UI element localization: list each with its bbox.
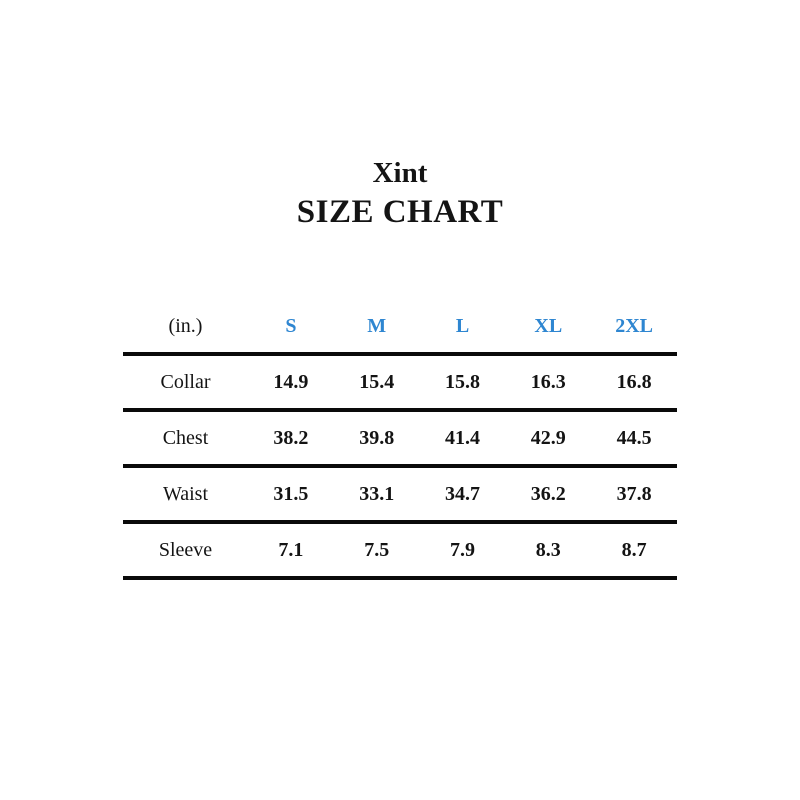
row-label-waist: Waist xyxy=(123,466,248,522)
cell-value: 7.1 xyxy=(248,522,334,578)
cell-value: 34.7 xyxy=(420,466,506,522)
cell-value: 36.2 xyxy=(505,466,591,522)
column-header-xl: XL xyxy=(505,300,591,354)
cell-value: 39.8 xyxy=(334,410,420,466)
table-header-row xyxy=(123,300,677,354)
cell-value: 8.7 xyxy=(591,522,677,578)
cell-value: 15.8 xyxy=(420,354,506,410)
row-label-chest: Chest xyxy=(123,410,248,466)
row-label-sleeve: Sleeve xyxy=(123,522,248,578)
table-row-chest xyxy=(123,410,677,466)
title-block xyxy=(0,0,800,232)
column-header-l: L xyxy=(420,300,506,354)
cell-value: 41.4 xyxy=(420,410,506,466)
row-label-collar: Collar xyxy=(123,354,248,410)
cell-value: 37.8 xyxy=(591,466,677,522)
cell-value: 16.8 xyxy=(591,354,677,410)
cell-value: 44.5 xyxy=(591,410,677,466)
table-row-sleeve xyxy=(123,522,677,578)
cell-value: 14.9 xyxy=(248,354,334,410)
cell-value: 7.5 xyxy=(334,522,420,578)
unit-label: (in.) xyxy=(123,300,248,354)
page-title: SIZE CHART xyxy=(296,194,504,230)
cell-value: 33.1 xyxy=(334,466,420,522)
cell-value: 31.5 xyxy=(248,466,334,522)
column-header-2xl: 2XL xyxy=(591,300,677,354)
brand-name: Xint xyxy=(372,157,428,189)
cell-value: 38.2 xyxy=(248,410,334,466)
cell-value: 42.9 xyxy=(505,410,591,466)
size-chart-table xyxy=(123,300,677,580)
table-row-waist xyxy=(123,466,677,522)
cell-value: 7.9 xyxy=(420,522,506,578)
cell-value: 15.4 xyxy=(334,354,420,410)
column-header-s: S xyxy=(248,300,334,354)
cell-value: 8.3 xyxy=(505,522,591,578)
column-header-m: M xyxy=(334,300,420,354)
table-row-collar xyxy=(123,354,677,410)
cell-value: 16.3 xyxy=(505,354,591,410)
